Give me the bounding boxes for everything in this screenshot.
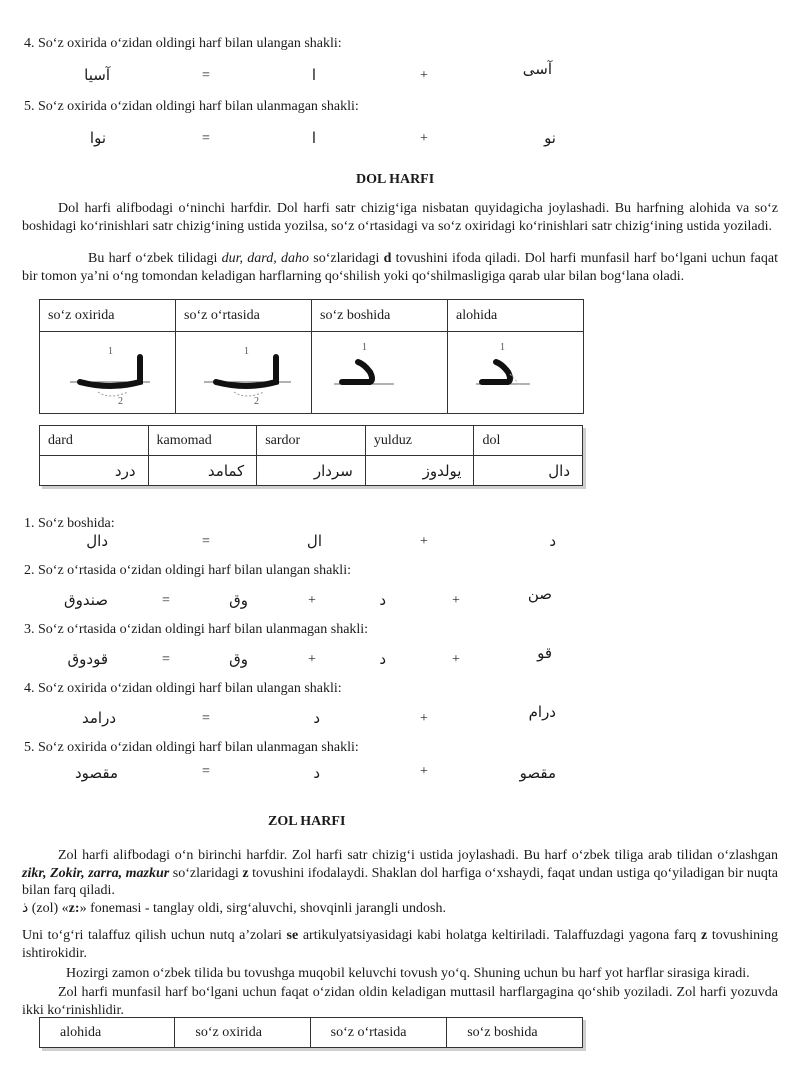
table-header: so‘z o‘rtasida [310,1018,447,1048]
row-label: 3. So‘z o‘rtasida o‘zidan oldingi harf bilan ulanmagan shakli: [24,622,369,637]
glyph-cell [176,332,312,414]
table-cell-arabic: سردار [257,456,366,486]
dol-paragraph-2: Bu harf o‘zbek tilidagi dur, dard, daho so‘zlaridagi d tovushini ifoda qiladi. Dol harfi munfasil harf bo‘lgani uchun faqat bir tomon ya’ni o‘ng tomondan keladigan harflarning qo‘shilish yoki qo‘shilmasligiga qarab ular bilan bog‘lana oladi. [22,251,778,284]
table-header: so‘z boshida [447,1018,583,1048]
table-cell: dard [40,426,149,456]
section-heading-zol: ZOL HARFI [268,814,346,829]
table-cell-arabic: یولدوز [365,456,474,486]
table-cell: dol [474,426,583,456]
glyph-cell [312,332,448,414]
zol-forms-table [39,1017,583,1048]
plus-sign: + [452,593,460,608]
svg-text:2: 2 [254,396,259,407]
svg-text:1: 1 [244,346,249,357]
svg-text:2: 2 [118,396,123,407]
row-label: 4. So‘z oxirida o‘zidan oldingi harf bilan ulangan shakli: [24,36,342,51]
arabic-base: درام [528,703,556,721]
arabic-part: ال [306,532,322,550]
plus-sign: + [420,534,428,549]
arabic-part: د [313,764,320,782]
table-cell-arabic: دال [474,456,583,486]
table-header: so‘z oxirida [40,300,176,332]
arabic-part: د [379,591,386,609]
arabic-base: صن [527,585,552,603]
equals-sign: = [202,68,210,83]
section-heading-dol: DOL HARFI [356,172,435,187]
arabic-base: قو [537,644,552,662]
arabic-letter: ا [311,66,316,84]
equals-sign: = [162,652,170,667]
row-label: 5. So‘z oxirida o‘zidan oldingi harf bilan ulanmagan shakli: [24,99,359,114]
plus-sign: + [420,711,428,726]
dol-words-table [39,425,583,486]
arabic-word: مقصود [74,764,118,782]
row-label: 5. So‘z oxirida o‘zidan oldingi harf bilan ulanmagan shakli: [24,740,359,755]
row-label: 4. So‘z oxirida o‘zidan oldingi harf bilan ulangan shakli: [24,681,342,696]
plus-sign: + [308,652,316,667]
table-cell: kamomad [148,426,257,456]
plus-sign: + [452,652,460,667]
arabic-word: صندوق [63,591,108,609]
equals-sign: = [202,711,210,726]
arabic-part: د [379,650,386,668]
zol-paragraph-3: Uni to‘g‘ri talaffuz qilish uchun nutq a’zolari se artikulyatsiyasidagi kabi holatga keltiriladi. Talaffuzdagi yagona farq z tovushining ishtirokidir. [22,928,778,961]
arabic-letter: ا [311,129,316,147]
table-cell-arabic: درد [40,456,149,486]
arabic-part: د [313,709,320,727]
arabic-word: درامد [82,709,116,727]
plus-sign: + [420,68,428,83]
dol-final-glyph-icon [40,332,175,408]
zol-paragraph-2: ذ (zol) «z:» fonemasi - tanglay oldi, sirg‘aluvchi, shovqinli jarangli undosh. [22,900,446,916]
dol-medial-glyph-icon [176,332,311,408]
arabic-part: وق [229,591,248,609]
zol-paragraph-4: Hozirgi zamon o‘zbek tilida bu tovushga muqobil keluvchi tovush yo‘q. Shuning uchun bu harf yot harflar sirasiga kiradi. [66,966,750,981]
equals-sign: = [202,131,210,146]
arabic-word: دال [86,532,108,550]
table-header: so‘z oxirida [175,1018,310,1048]
dol-initial-glyph-icon [312,332,447,408]
glyph-cell [40,332,176,414]
table-header: so‘z boshida [312,300,448,332]
equals-sign: = [162,593,170,608]
svg-text:1: 1 [362,342,367,353]
arabic-base: د [549,532,556,550]
table-cell-arabic: کمامد [148,456,257,486]
equals-sign: = [202,764,210,779]
table-cell: sardor [257,426,366,456]
plus-sign: + [420,764,428,779]
arabic-base: آسی [522,60,552,78]
dol-forms-table [39,299,584,414]
row-label: 2. So‘z o‘rtasida o‘zidan oldingi harf bilan ulangan shakli: [24,563,351,578]
arabic-word: قودوق [67,650,108,668]
dol-paragraph-1: Dol harfi alifbodagi o‘ninchi harfdir. Dol harfi satr chizig‘iga nisbatan quyidagicha joylashadi. Bu harfning alohida va so‘z boshidagi ko‘rinishlari satr chizig‘ining ustida yozilsa, so‘z o‘rtasidagi va so‘z oxiridagi ko‘rinishlari satr chizig‘ining ustida yoziladi. [22,201,778,234]
glyph-cell [448,332,584,414]
svg-text:1: 1 [108,346,113,357]
plus-sign: + [308,593,316,608]
arabic-word: نوا [89,129,106,147]
equals-sign: = [202,534,210,549]
row-label: 1. So‘z boshida: [24,516,115,531]
table-header: alohida [448,300,584,332]
table-header: alohida [40,1018,175,1048]
svg-text:1: 1 [500,342,505,353]
table-header: so‘z o‘rtasida [176,300,312,332]
arabic-word: آسیا [84,66,110,84]
dol-isolated-glyph-icon [448,332,583,408]
zol-paragraph-5: Zol harfi munfasil harf bo‘lgani uchun faqat o‘zidan oldin keladigan muttasil harflargagina qo‘shib yoziladi. Zol harfi yozuvda ikki ko‘rinishlidir. [22,985,778,1018]
arabic-base: نو [544,129,556,147]
arabic-base: مقصو [519,764,556,782]
table-cell: yulduz [365,426,474,456]
plus-sign: + [420,131,428,146]
zol-paragraph-1: Zol harfi alifbodagi o‘n birinchi harfdir. Zol harfi satr chizig‘i ustida joylashadi. Bu harf o‘zbek tiliga arab tilidan o‘zlashgan zikr, Zokir, zarra, mazkur so‘zlaridagi z tovushini ifodalaydi. Shaklan dol harfiga o‘xshaydi, faqat undan ustiga qo‘yiladigan bir nuqta bilan farq qiladi. [22,848,778,898]
arabic-part: وق [229,650,248,668]
